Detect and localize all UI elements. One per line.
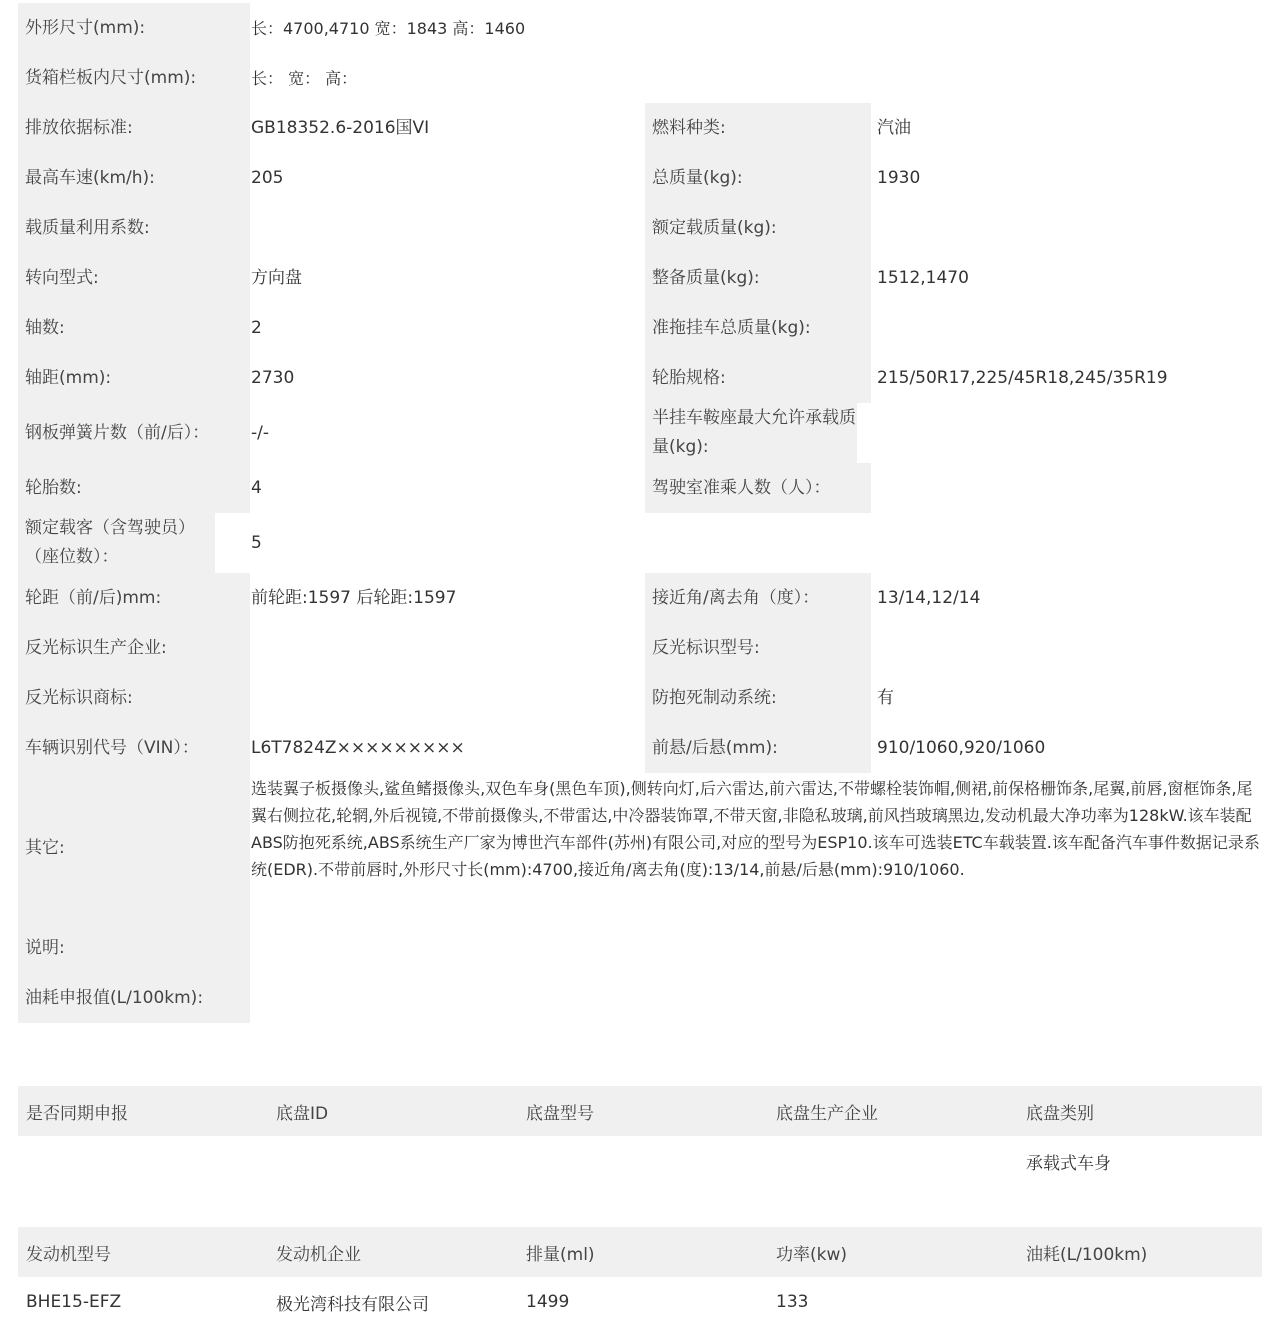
value-reflector-model (877, 623, 1262, 673)
value-overhang: 910/1060,920/1060 (877, 737, 1046, 758)
value-seats: 5 (251, 532, 262, 553)
label-max-speed: 最高车速(km/h): (18, 153, 250, 203)
label-emission: 排放依据标准: (18, 103, 250, 153)
chassis-header-id: 底盘ID (276, 1103, 329, 1124)
value-load-coef (251, 203, 641, 253)
label-track: 轮距（前/后)mm: (18, 573, 250, 623)
engine-header-displacement: 排量(ml) (526, 1244, 595, 1265)
row-tires (18, 463, 1262, 513)
value-rated-load (877, 203, 1262, 253)
row-reflector-maker (18, 623, 1262, 673)
engine-header-row (18, 1227, 1262, 1277)
row-springs (18, 403, 1262, 463)
value-emission: GB18352.6-2016国VI (251, 117, 430, 138)
chassis-value-same-period (18, 1136, 268, 1186)
label-note: 说明: (18, 923, 250, 973)
label-steering: 转向型式: (18, 253, 250, 303)
value-cab-seats (877, 463, 1262, 513)
row-track (18, 573, 1262, 623)
label-cargo: 货箱栏板内尺寸(mm): (18, 53, 250, 103)
chassis-value-model (518, 1136, 768, 1186)
value-max-speed: 205 (251, 167, 284, 188)
value-fuel-consumption (251, 973, 1261, 1023)
label-wheelbase: 轴距(mm): (18, 353, 250, 403)
row-other (18, 773, 1262, 923)
label-total-mass: 总质量(kg): (645, 153, 871, 203)
row-speed (18, 153, 1262, 203)
chassis-value-maker (768, 1136, 1018, 1186)
value-trailer-mass (877, 303, 1262, 353)
value-total-mass: 1930 (877, 167, 921, 188)
spec-table (18, 3, 1262, 1023)
value-steering: 方向盘 (251, 267, 302, 288)
value-tire-count: 4 (251, 477, 262, 498)
label-tire-count: 轮胎数: (18, 463, 250, 513)
label-fuel-type: 燃料种类: (645, 103, 871, 153)
row-load-coef (18, 203, 1262, 253)
chassis-header-same-period: 是否同期申报 (26, 1103, 128, 1124)
row-seats (18, 513, 1262, 573)
row-steering (18, 253, 1262, 303)
value-axles: 2 (251, 317, 262, 338)
label-overhang: 前悬/后悬(mm): (645, 723, 871, 773)
label-approach-angle: 接近角/离去角（度）： (645, 573, 871, 623)
label-fuel-consumption: 油耗申报值(L/100km): (18, 973, 250, 1023)
value-curb-mass: 1512,1470 (877, 267, 969, 288)
label-curb-mass: 整备质量(kg): (645, 253, 871, 303)
engine-value-displacement: 1499 (526, 1292, 570, 1312)
label-seats: 额定载客（含驾驶员）（座位数）： (18, 513, 215, 573)
row-dimensions (18, 3, 1262, 53)
chassis-header-row (18, 1086, 1262, 1136)
chassis-value-id (268, 1136, 518, 1186)
value-dimensions: 长：4700,4710 宽：1843 高：1460 (251, 18, 526, 38)
label-reflector-model: 反光标识型号: (645, 623, 871, 673)
chassis-header-type: 底盘类别 (1026, 1103, 1094, 1124)
label-reflector-brand: 反光标识商标: (18, 673, 250, 723)
label-springs: 钢板弹簧片数（前/后）： (18, 403, 250, 463)
chassis-value-type: 承载式车身 (1026, 1153, 1111, 1174)
value-tire-spec: 215/50R17,225/45R18,245/35R19 (877, 367, 1168, 388)
engine-value-maker: 极光湾科技有限公司 (276, 1294, 429, 1315)
label-saddle-mass: 半挂车鞍座最大允许承载质量(kg): (645, 403, 857, 463)
value-vin: L6T7824Z××××××××× (251, 737, 465, 758)
value-note (251, 923, 1261, 973)
value-fuel-type: 汽油 (877, 117, 911, 138)
value-abs: 有 (877, 687, 894, 708)
chassis-header-model: 底盘型号 (526, 1103, 594, 1124)
value-saddle-mass (877, 403, 1262, 463)
label-rated-load: 额定载质量(kg): (645, 203, 871, 253)
engine-value-model: BHE15-EFZ (26, 1292, 122, 1312)
value-reflector-brand (251, 673, 641, 723)
engine-header-model: 发动机型号 (26, 1244, 111, 1265)
label-cab-seats: 驾驶室准乘人数（人）： (645, 463, 871, 513)
row-vin (18, 723, 1262, 773)
chassis-header-maker: 底盘生产企业 (776, 1103, 878, 1124)
label-abs: 防抱死制动系统: (645, 673, 871, 723)
label-reflector-maker: 反光标识生产企业: (18, 623, 250, 673)
row-reflector-brand (18, 673, 1262, 723)
row-axles (18, 303, 1262, 353)
value-cargo: 长： 宽： 高： (251, 68, 358, 88)
engine-value-power: 133 (776, 1292, 809, 1312)
engine-header-consumption: 油耗(L/100km) (1026, 1244, 1148, 1265)
row-fuel-consumption (18, 973, 1262, 1023)
chassis-table (18, 1086, 1262, 1186)
chassis-data-row (18, 1136, 1262, 1186)
label-vin: 车辆识别代号（VIN）： (18, 723, 250, 773)
row-wheelbase (18, 353, 1262, 403)
engine-data-row (18, 1277, 1262, 1327)
value-track: 前轮距:1597 后轮距:1597 (251, 587, 457, 608)
label-dimensions: 外形尺寸(mm): (18, 3, 250, 53)
value-approach-angle: 13/14,12/14 (877, 587, 981, 608)
engine-table (18, 1227, 1262, 1327)
value-wheelbase: 2730 (251, 367, 295, 388)
value-springs: -/- (251, 422, 269, 443)
label-tire-spec: 轮胎规格: (645, 353, 871, 403)
row-note (18, 923, 1262, 973)
row-emission (18, 103, 1262, 153)
engine-header-maker: 发动机企业 (276, 1244, 361, 1265)
label-load-coef: 载质量利用系数: (18, 203, 250, 253)
row-cargo (18, 53, 1262, 103)
engine-value-consumption (1018, 1277, 1262, 1327)
label-trailer-mass: 准拖挂车总质量(kg): (645, 303, 871, 353)
engine-header-power: 功率(kw) (776, 1244, 848, 1265)
value-other: 选装翼子板摄像头,鲨鱼鳍摄像头,双色车身(黑色车顶),侧转向灯,后六雷达,前六雷达,不带螺栓装饰帽,侧裙,前保格栅饰条,尾翼,前唇,窗框饰条,尾翼右侧拉花,轮辋,外后视镜,不带前摄像头,不带雷达,中冷器装饰罩,不带天窗,非隐私玻璃,前风挡玻璃黑边,发动机最大净功率为128kW.该车装配ABS防抱死系统,ABS系统生产厂家为博世汽车部件(苏州)有限公司,对应的型号为ESP10.该车可选装ETC车载装置.该车配备汽车事件数据记录系统(EDR).不带前唇时,外形尺寸长(mm):4700,接近角/离去角(度):13/14,前悬/后悬(mm):910/1060. (251, 779, 1260, 879)
value-reflector-maker (251, 623, 641, 673)
label-axles: 轴数: (18, 303, 250, 353)
label-other: 其它: (18, 773, 250, 923)
